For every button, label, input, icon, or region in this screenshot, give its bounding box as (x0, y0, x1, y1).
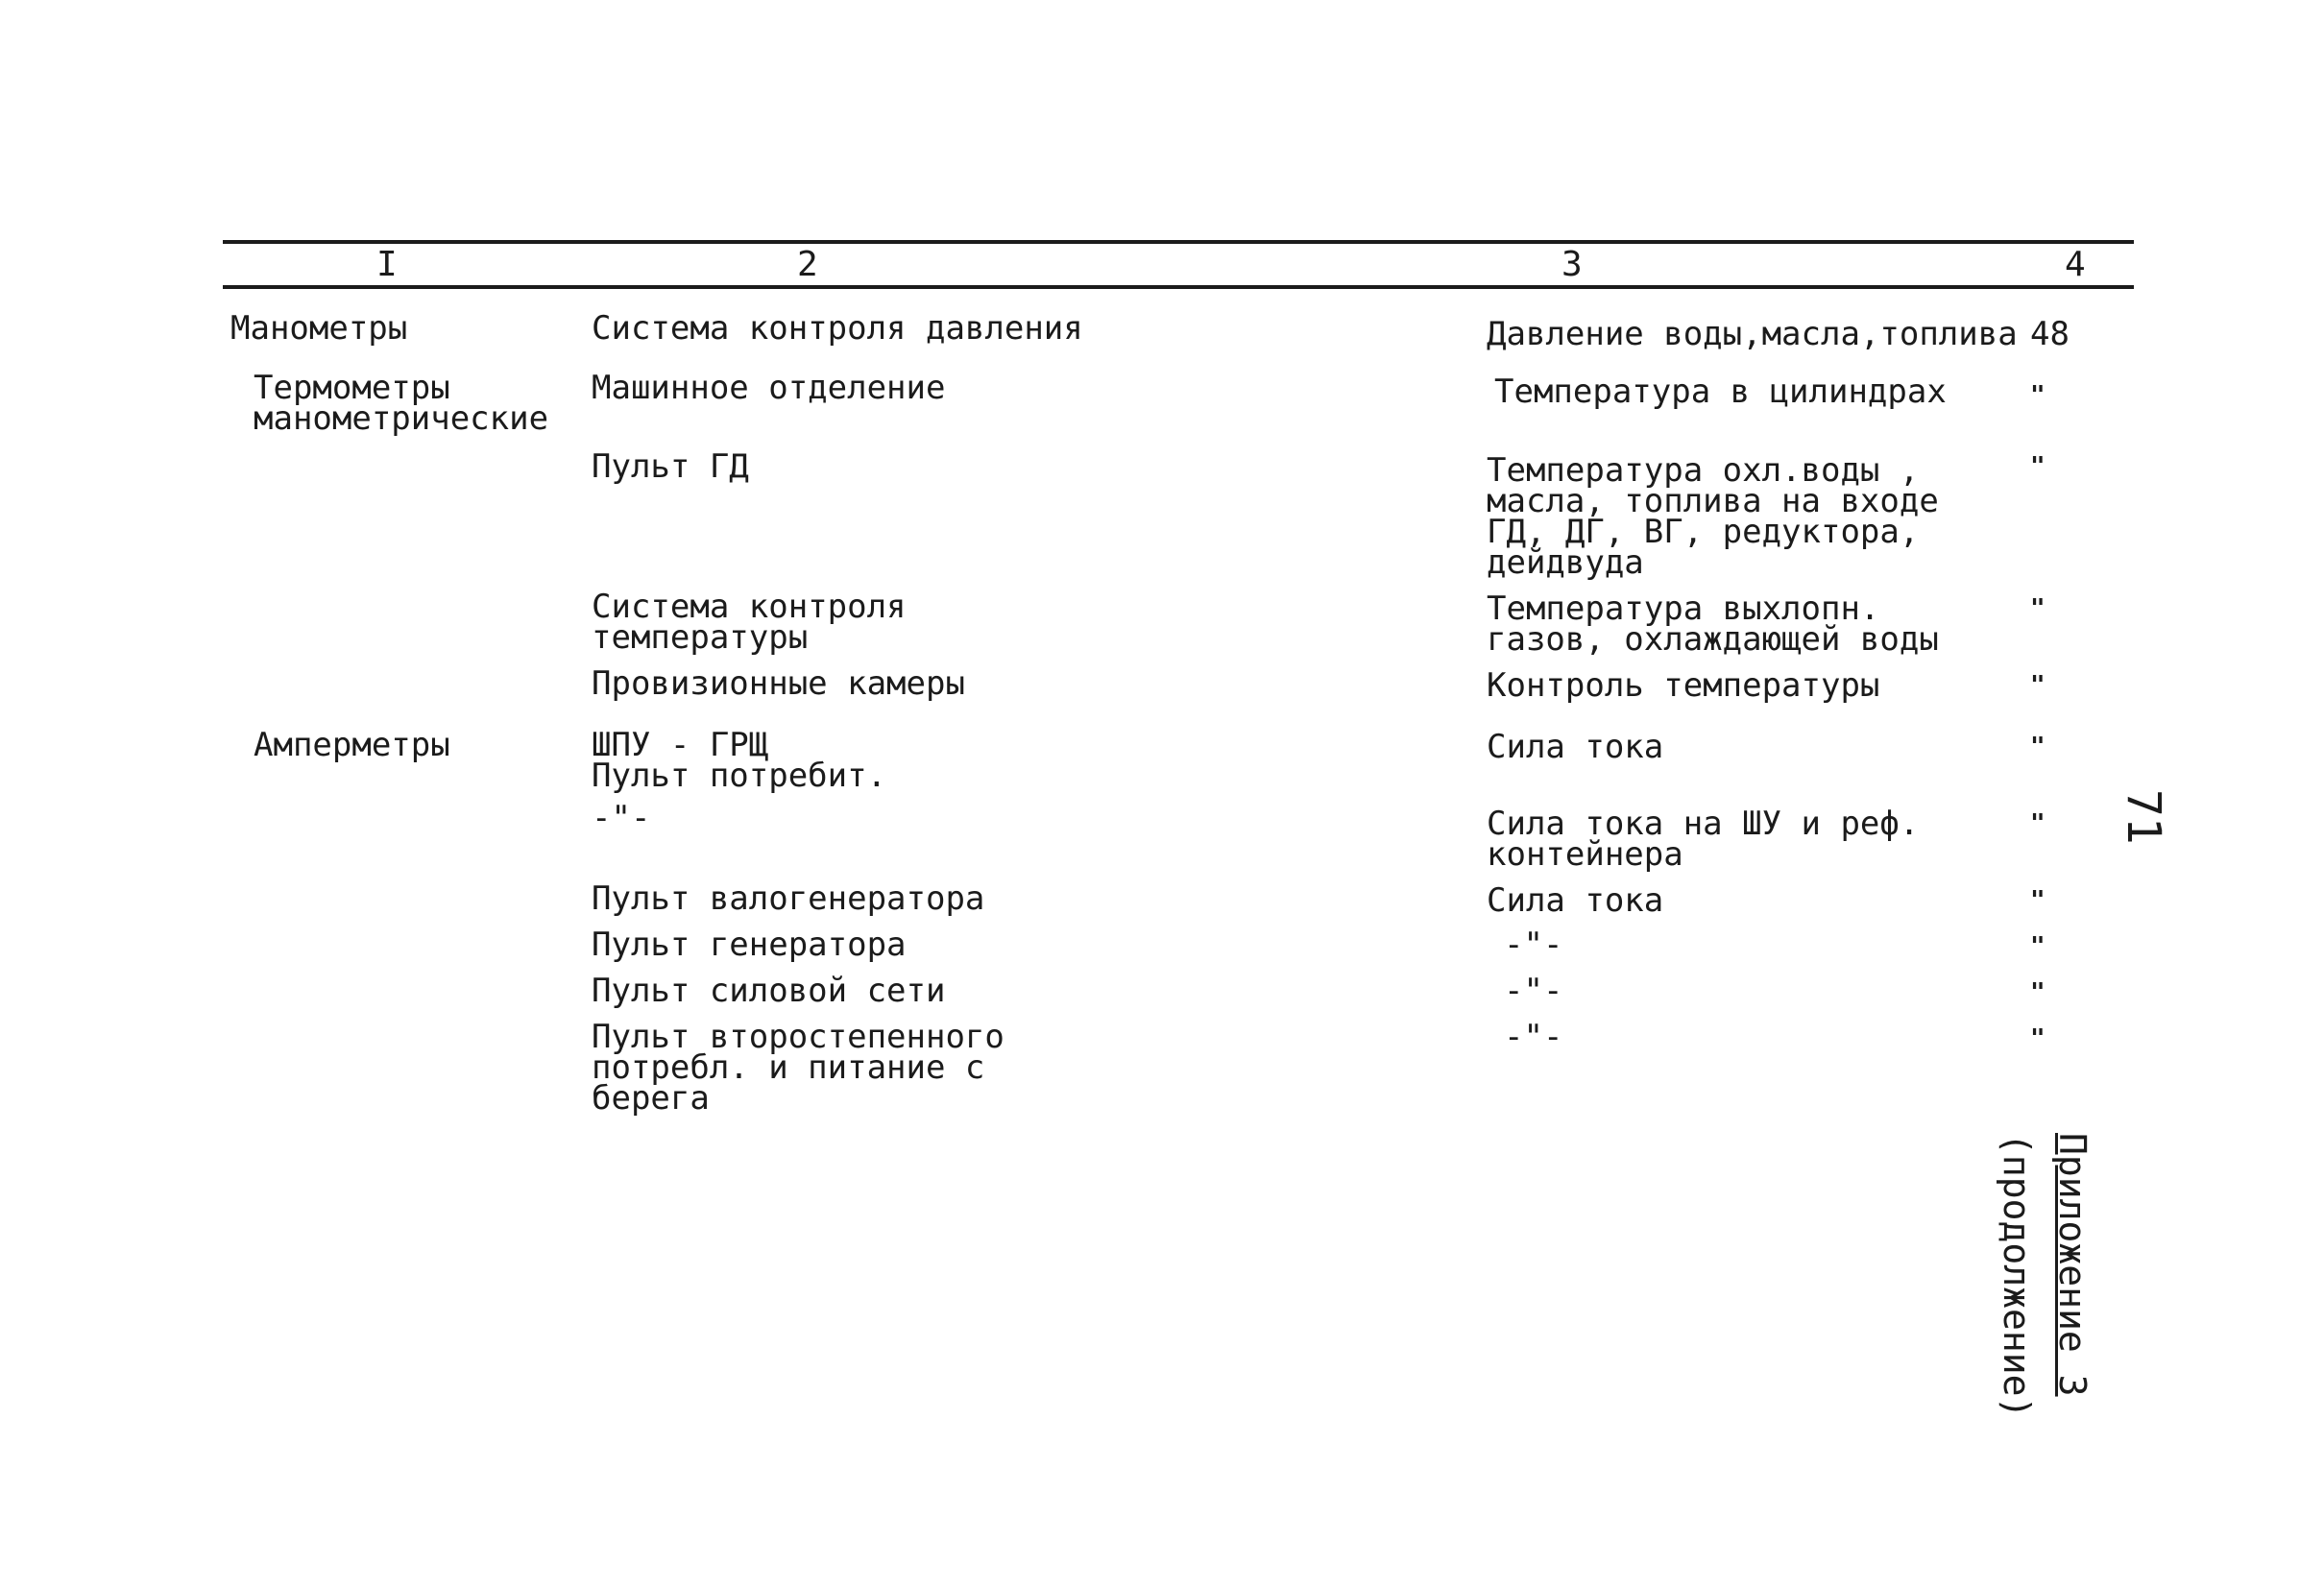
row-0-parameter: Давление воды,масла,топлива (1487, 315, 2018, 353)
row-8-parameter: -"- (1504, 926, 1563, 964)
row-4-location: Провизионные камеры (592, 664, 965, 703)
row-0-device: Манометры (230, 309, 408, 348)
row-8-location: Пульт генератора (592, 926, 907, 964)
row-1-device: Термометры манометрические (254, 369, 549, 438)
row-5-ref: " (2030, 733, 2046, 761)
row-7-ref: " (2030, 886, 2046, 915)
row-6-location: -"- (592, 799, 651, 837)
row-7-parameter: Сила тока (1487, 881, 1664, 920)
row-10-ref: " (2030, 1024, 2046, 1053)
row-5-parameter: Сила тока (1487, 728, 1664, 766)
row-3-parameter: Температура выхлопн. газов, охлаждающей воды (1487, 589, 1939, 659)
row-6-parameter: Сила тока на ШУ и реф. контейнера (1487, 805, 1920, 874)
row-2-parameter: Температура охл.воды , масла, топлива на входе ГД, ДГ, ВГ, редуктора, дейдвуда (1487, 451, 1939, 582)
row-5-location: ШПУ - ГРЩ Пульт потребит. (592, 726, 887, 795)
row-5-device: Амперметры (254, 726, 450, 764)
row-1-ref: " (2030, 381, 2046, 410)
row-9-parameter: -"- (1504, 972, 1563, 1010)
page-number: 71 (2117, 789, 2170, 845)
row-3-location: Система контроля температуры (592, 588, 907, 657)
appendix-subtitle: (продолжение) (1996, 1133, 2038, 1419)
row-4-parameter: Контроль температуры (1487, 666, 1880, 705)
row-7-location: Пульт валогенератора (592, 879, 985, 918)
row-0-location: Система контроля давления (592, 309, 1083, 348)
row-4-ref: " (2030, 671, 2046, 700)
row-0-ref: 48 (2030, 315, 2070, 353)
row-6-ref: " (2030, 809, 2046, 838)
row-1-parameter: Температура в цилиндрах (1494, 373, 1947, 411)
row-1-location: Машинное отделение (592, 369, 946, 407)
table-header-rule (223, 285, 2134, 289)
column-header-3: 3 (1561, 245, 1583, 284)
row-8-ref: " (2030, 932, 2046, 961)
row-10-parameter: -"- (1504, 1018, 1563, 1056)
row-9-ref: " (2030, 978, 2046, 1007)
column-header-1: I (376, 245, 398, 284)
row-2-ref: " (2030, 452, 2046, 481)
row-3-ref: " (2030, 594, 2046, 623)
column-header-4: 4 (2065, 245, 2086, 284)
table-top-rule (223, 240, 2134, 244)
row-9-location: Пульт силовой сети (592, 972, 946, 1010)
column-header-2: 2 (797, 245, 818, 284)
appendix-title: Приложение 3 (2051, 1133, 2094, 1397)
row-2-location: Пульт ГД (592, 447, 749, 486)
row-10-location: Пульт второстепенного потребл. и питание с берега (592, 1018, 1005, 1118)
